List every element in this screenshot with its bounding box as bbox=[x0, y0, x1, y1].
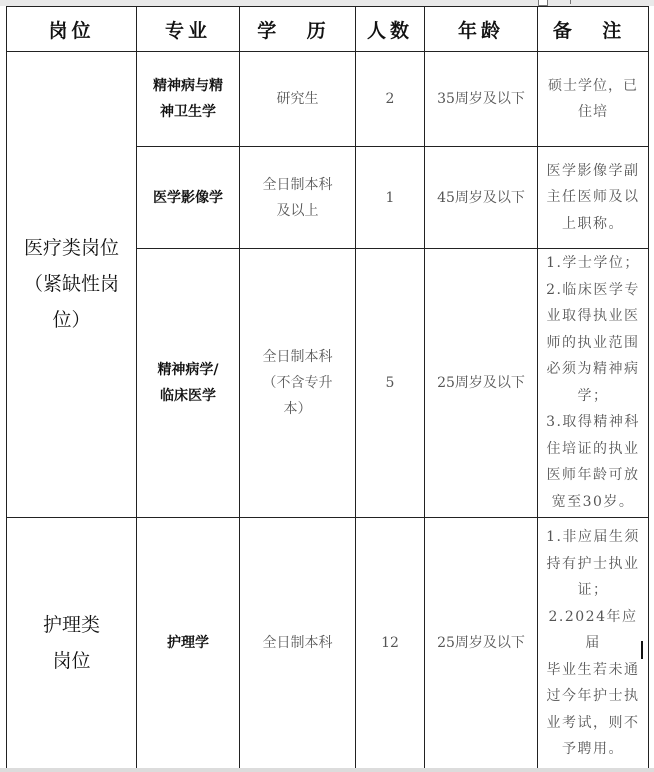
note-line: 证； bbox=[577, 582, 609, 599]
header-major: 专业 bbox=[137, 7, 240, 52]
count-cell: 2 bbox=[356, 52, 425, 147]
major-cell: 护理学 bbox=[137, 517, 240, 769]
text-cursor bbox=[641, 641, 643, 659]
table-row bbox=[7, 52, 649, 147]
note-line: 师的执业范围 bbox=[546, 334, 640, 351]
header-count: 人数 bbox=[356, 7, 425, 52]
recruitment-table bbox=[6, 6, 649, 770]
count-cell: 12 bbox=[356, 517, 425, 769]
note-line: 住培 bbox=[578, 104, 608, 121]
education-cell: 全日制本科 及以上 bbox=[240, 147, 356, 249]
note-line: 学； bbox=[577, 387, 609, 404]
header-row bbox=[7, 7, 649, 52]
age-cell: 25周岁及以下 bbox=[425, 249, 538, 517]
count-cell: 5 bbox=[356, 249, 425, 517]
age-cell: 25周岁及以下 bbox=[425, 517, 538, 769]
bottom-scrollbar[interactable] bbox=[0, 768, 654, 772]
note-line: 主任医师及以 bbox=[546, 189, 640, 206]
major-cell: 精神病与精 神卫生学 bbox=[137, 52, 240, 147]
age-cell: 45周岁及以下 bbox=[425, 147, 538, 249]
education-cell: 全日制本科 （不含专升 本） bbox=[240, 249, 356, 517]
major-cell: 精神病学/ 临床医学 bbox=[137, 249, 240, 517]
note-line: 必须为精神病 bbox=[546, 361, 640, 378]
header-education: 学 历 bbox=[240, 7, 356, 52]
note-line: 3.取得精神科 bbox=[546, 414, 640, 431]
note-line: 硕士学位，已 bbox=[548, 77, 638, 94]
note-line: 宽至30岁。 bbox=[551, 493, 635, 510]
note-line: 业考试，则不 bbox=[546, 714, 640, 731]
note-line: 毕业生若未通 bbox=[546, 661, 640, 678]
note-line: 1.学士学位； bbox=[546, 255, 640, 272]
header-position: 岗位 bbox=[7, 7, 137, 52]
education-cell: 全日制本科 bbox=[240, 517, 356, 769]
note-line: 2.2024年应届 bbox=[548, 608, 638, 652]
table-row bbox=[7, 517, 649, 769]
position-cell-medical: 医疗类岗位 （紧缺性岗 位） bbox=[7, 52, 137, 518]
age-cell: 35周岁及以下 bbox=[425, 52, 538, 147]
note-line: 予聘用。 bbox=[562, 741, 624, 758]
ruler-tick bbox=[570, 0, 571, 4]
note-line: 业取得执业医 bbox=[546, 308, 640, 325]
note-line: 2.临床医学专 bbox=[546, 281, 640, 298]
education-cell: 研究生 bbox=[240, 52, 356, 147]
note-cell bbox=[538, 249, 649, 517]
position-cell-nursing: 护理类 岗位 bbox=[7, 517, 137, 769]
header-note: 备 注 bbox=[538, 7, 649, 52]
header-age: 年龄 bbox=[425, 7, 538, 52]
note-line: 医学影像学副 bbox=[546, 162, 640, 179]
count-cell: 1 bbox=[356, 147, 425, 249]
note-line: 医师年龄可放 bbox=[546, 467, 640, 484]
note-cell bbox=[538, 517, 649, 769]
major-cell: 医学影像学 bbox=[137, 147, 240, 249]
note-line: 过今年护士执 bbox=[546, 688, 640, 705]
note-line: 上职称。 bbox=[562, 215, 624, 232]
note-line: 持有护士执业 bbox=[546, 555, 640, 572]
note-cell bbox=[538, 147, 649, 249]
note-line: 住培证的执业 bbox=[546, 440, 640, 457]
note-line: 1.非应届生须 bbox=[546, 529, 640, 546]
note-cell bbox=[538, 52, 649, 147]
